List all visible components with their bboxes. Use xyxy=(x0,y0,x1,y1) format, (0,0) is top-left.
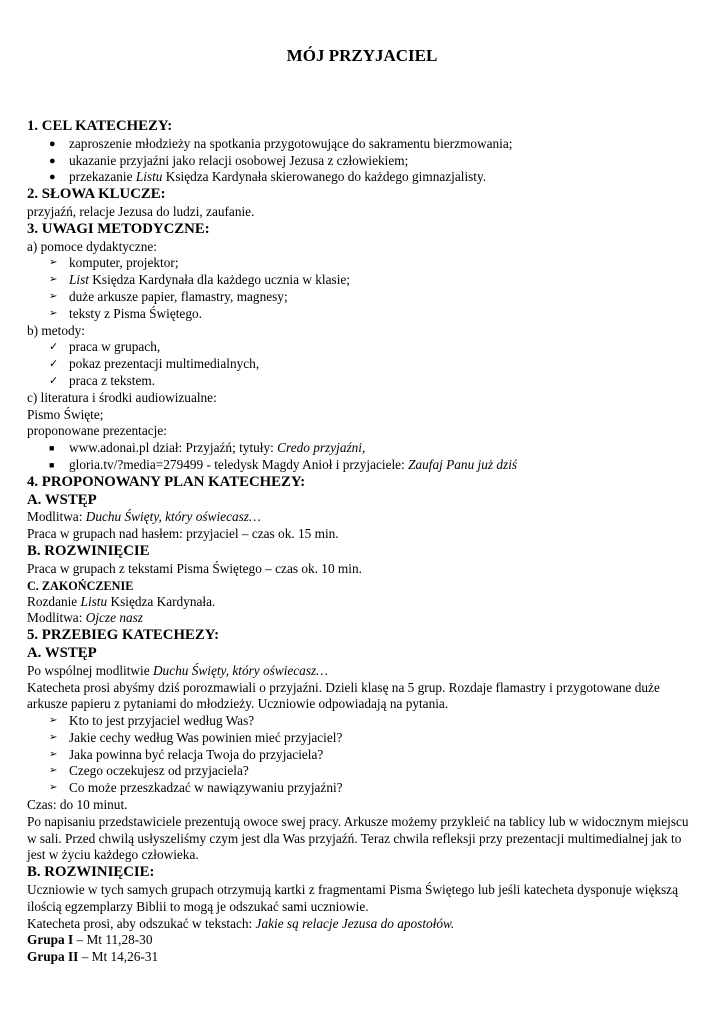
list-item: ➢ komputer, projektor; xyxy=(49,255,179,271)
list-item: ■ gloria.tv/?media=279499 - teledysk Magdy Anioł i przyjaciele: Zaufaj Panu już dziś xyxy=(49,456,518,472)
course-intro-heading: A. WSTĘP xyxy=(27,644,97,661)
paragraph: Rozdanie Listu Księdza Kardynała. xyxy=(27,593,216,609)
paragraph: Po wspólnej modlitwie Duchu Święty, który oświecasz… xyxy=(27,662,329,678)
document-body xyxy=(27,118,695,966)
course-development-heading: B. ROZWINIĘCIE: xyxy=(27,864,155,881)
paragraph: Czas: do 10 minut. xyxy=(27,797,128,813)
paragraph: Praca w grupach z tekstami Pisma Świętego – czas ok. 10 min. xyxy=(27,560,362,576)
section-3-heading: 3. UWAGI METODYCZNE: xyxy=(27,220,210,237)
plan-ending-heading: C. ZAKOŃCZENIE xyxy=(27,578,134,593)
paragraph: Katecheta prosi, aby odszukać w tekstach: Jakie są relacje Jezusa do apostołów. xyxy=(27,915,455,931)
list-item: ➢ Co może przeszkadzać w nawiązywaniu przyjaźni? xyxy=(49,780,343,796)
arrow-bullet-icon: ➢ xyxy=(49,748,58,760)
checkmark-icon: ✓ xyxy=(49,357,59,371)
arrow-bullet-icon: ➢ xyxy=(49,274,58,286)
arrow-bullet-icon: ➢ xyxy=(49,765,58,777)
bullet-dot-icon: ● xyxy=(49,137,56,150)
section-2-heading: 2. SŁOWA KLUCZE: xyxy=(27,186,166,203)
list-item: ✓ praca w grupach, xyxy=(49,339,161,355)
paragraph: Katecheta prosi abyśmy dziś porozmawiali o przyjaźni. Dzieli klasę na 5 grup. Rozdaje flamastry i przygotowane duże arkusze papieru z pytaniami do młodzieży. Uczniowie odpowiadają na pytania. xyxy=(27,679,660,712)
plan-development-heading: B. ROZWINIĘCIE xyxy=(27,542,150,559)
checkmark-icon: ✓ xyxy=(49,373,59,387)
literature-line: Pismo Święte; xyxy=(27,406,104,422)
literature-line: proponowane prezentacje: xyxy=(27,423,167,439)
arrow-bullet-icon: ➢ xyxy=(49,307,58,319)
arrow-bullet-icon: ➢ xyxy=(49,290,58,302)
methods-label: b) metody: xyxy=(27,322,85,338)
section-5-heading: 5. PRZEBIEG KATECHEZY: xyxy=(27,627,219,644)
paragraph: Modlitwa: Ojcze nasz xyxy=(27,610,143,626)
section-1-heading: 1. CEL KATECHEZY: xyxy=(27,118,173,134)
aids-list xyxy=(27,255,695,322)
list-item: ➢ teksty z Pisma Świętego. xyxy=(49,305,202,321)
square-bullet-icon: ■ xyxy=(49,443,55,454)
list-item: ➢ Jaka powinna być relacja Twoja do przyjaciela? xyxy=(49,746,324,762)
section-4-heading: 4. PROPONOWANY PLAN KATECHEZY: xyxy=(27,473,306,490)
list-item: ➢ Czego oczekujesz od przyjaciela? xyxy=(49,763,249,779)
list-item: ➢ List Księdza Kardynała dla każdego ucznia w klasie; xyxy=(49,272,350,288)
list-item: ✓ pokaz prezentacji multimedialnych, xyxy=(49,356,260,372)
paragraph: Po napisaniu przedstawiciele prezentują owoce swej pracy. Arkusze możemy przykleić na tablicy lub w widocznym miejscu w sali. Przed chwilą usłyszeliśmy czym jest dla Was przyjaźń. Teraz chwila refleksji przy prezentacji multimedialnej jak to jest w życiu każdego człowieka. xyxy=(27,813,689,863)
list-item: ➢ Kto to jest przyjaciel według Was? xyxy=(49,713,255,729)
keywords-text: przyjaźń, relacje Jezusa do ludzi, zaufanie. xyxy=(27,203,255,219)
checkmark-icon: ✓ xyxy=(49,340,59,354)
document-title: MÓJ PRZYJACIEL xyxy=(286,46,438,65)
list-item: ➢ duże arkusze papier, flamastry, magnesy; xyxy=(49,288,288,304)
group-line: Grupa I – Mt 11,28-30 xyxy=(27,932,153,948)
list-item: ● ukazanie przyjaźni jako relacji osobowej Jezusa z człowiekiem; xyxy=(49,152,409,168)
methods-list xyxy=(27,339,695,389)
bullet-dot-icon: ● xyxy=(49,154,56,167)
paragraph: Uczniowie w tych samych grupach otrzymują kartki z fragmentami Pisma Świętego lub jeśli katecheta dysponuje większą ilością egzemplarzy Biblii to mogą je odszukać sami uczniowie. xyxy=(27,882,678,914)
questions-list xyxy=(27,713,695,797)
square-bullet-icon: ■ xyxy=(49,459,55,470)
paragraph: Praca w grupach nad hasłem: przyjaciel – czas ok. 15 min. xyxy=(27,526,339,542)
aids-label: a) pomoce dydaktyczne: xyxy=(27,238,157,254)
goals-list xyxy=(27,136,695,186)
group-line: Grupa II – Mt 14,26-31 xyxy=(27,949,159,965)
presentations-list xyxy=(27,440,695,474)
arrow-bullet-icon: ➢ xyxy=(49,782,58,794)
list-item: ● zaproszenie młodzieży na spotkania przygotowujące do sakramentu bierzmowania; xyxy=(49,135,513,151)
list-item: ● przekazanie Listu Księdza Kardynała skierowanego do każdego gimnazjalisty. xyxy=(49,169,487,185)
list-item: ➢ Jakie cechy według Was powinien mieć przyjaciel? xyxy=(49,729,343,745)
list-item: ■ www.adonai.pl dział: Przyjaźń; tytuły: Credo przyjaźni, xyxy=(49,440,366,456)
literature-label: c) literatura i środki audiowizualne: xyxy=(27,389,217,405)
bullet-dot-icon: ● xyxy=(49,171,56,184)
arrow-bullet-icon: ➢ xyxy=(49,715,58,727)
arrow-bullet-icon: ➢ xyxy=(49,731,58,743)
paragraph: Modlitwa: Duchu Święty, który oświecasz… xyxy=(27,509,261,525)
list-item: ✓ praca z tekstem. xyxy=(49,372,156,388)
plan-intro-heading: A. WSTĘP xyxy=(27,491,97,508)
arrow-bullet-icon: ➢ xyxy=(49,257,58,269)
